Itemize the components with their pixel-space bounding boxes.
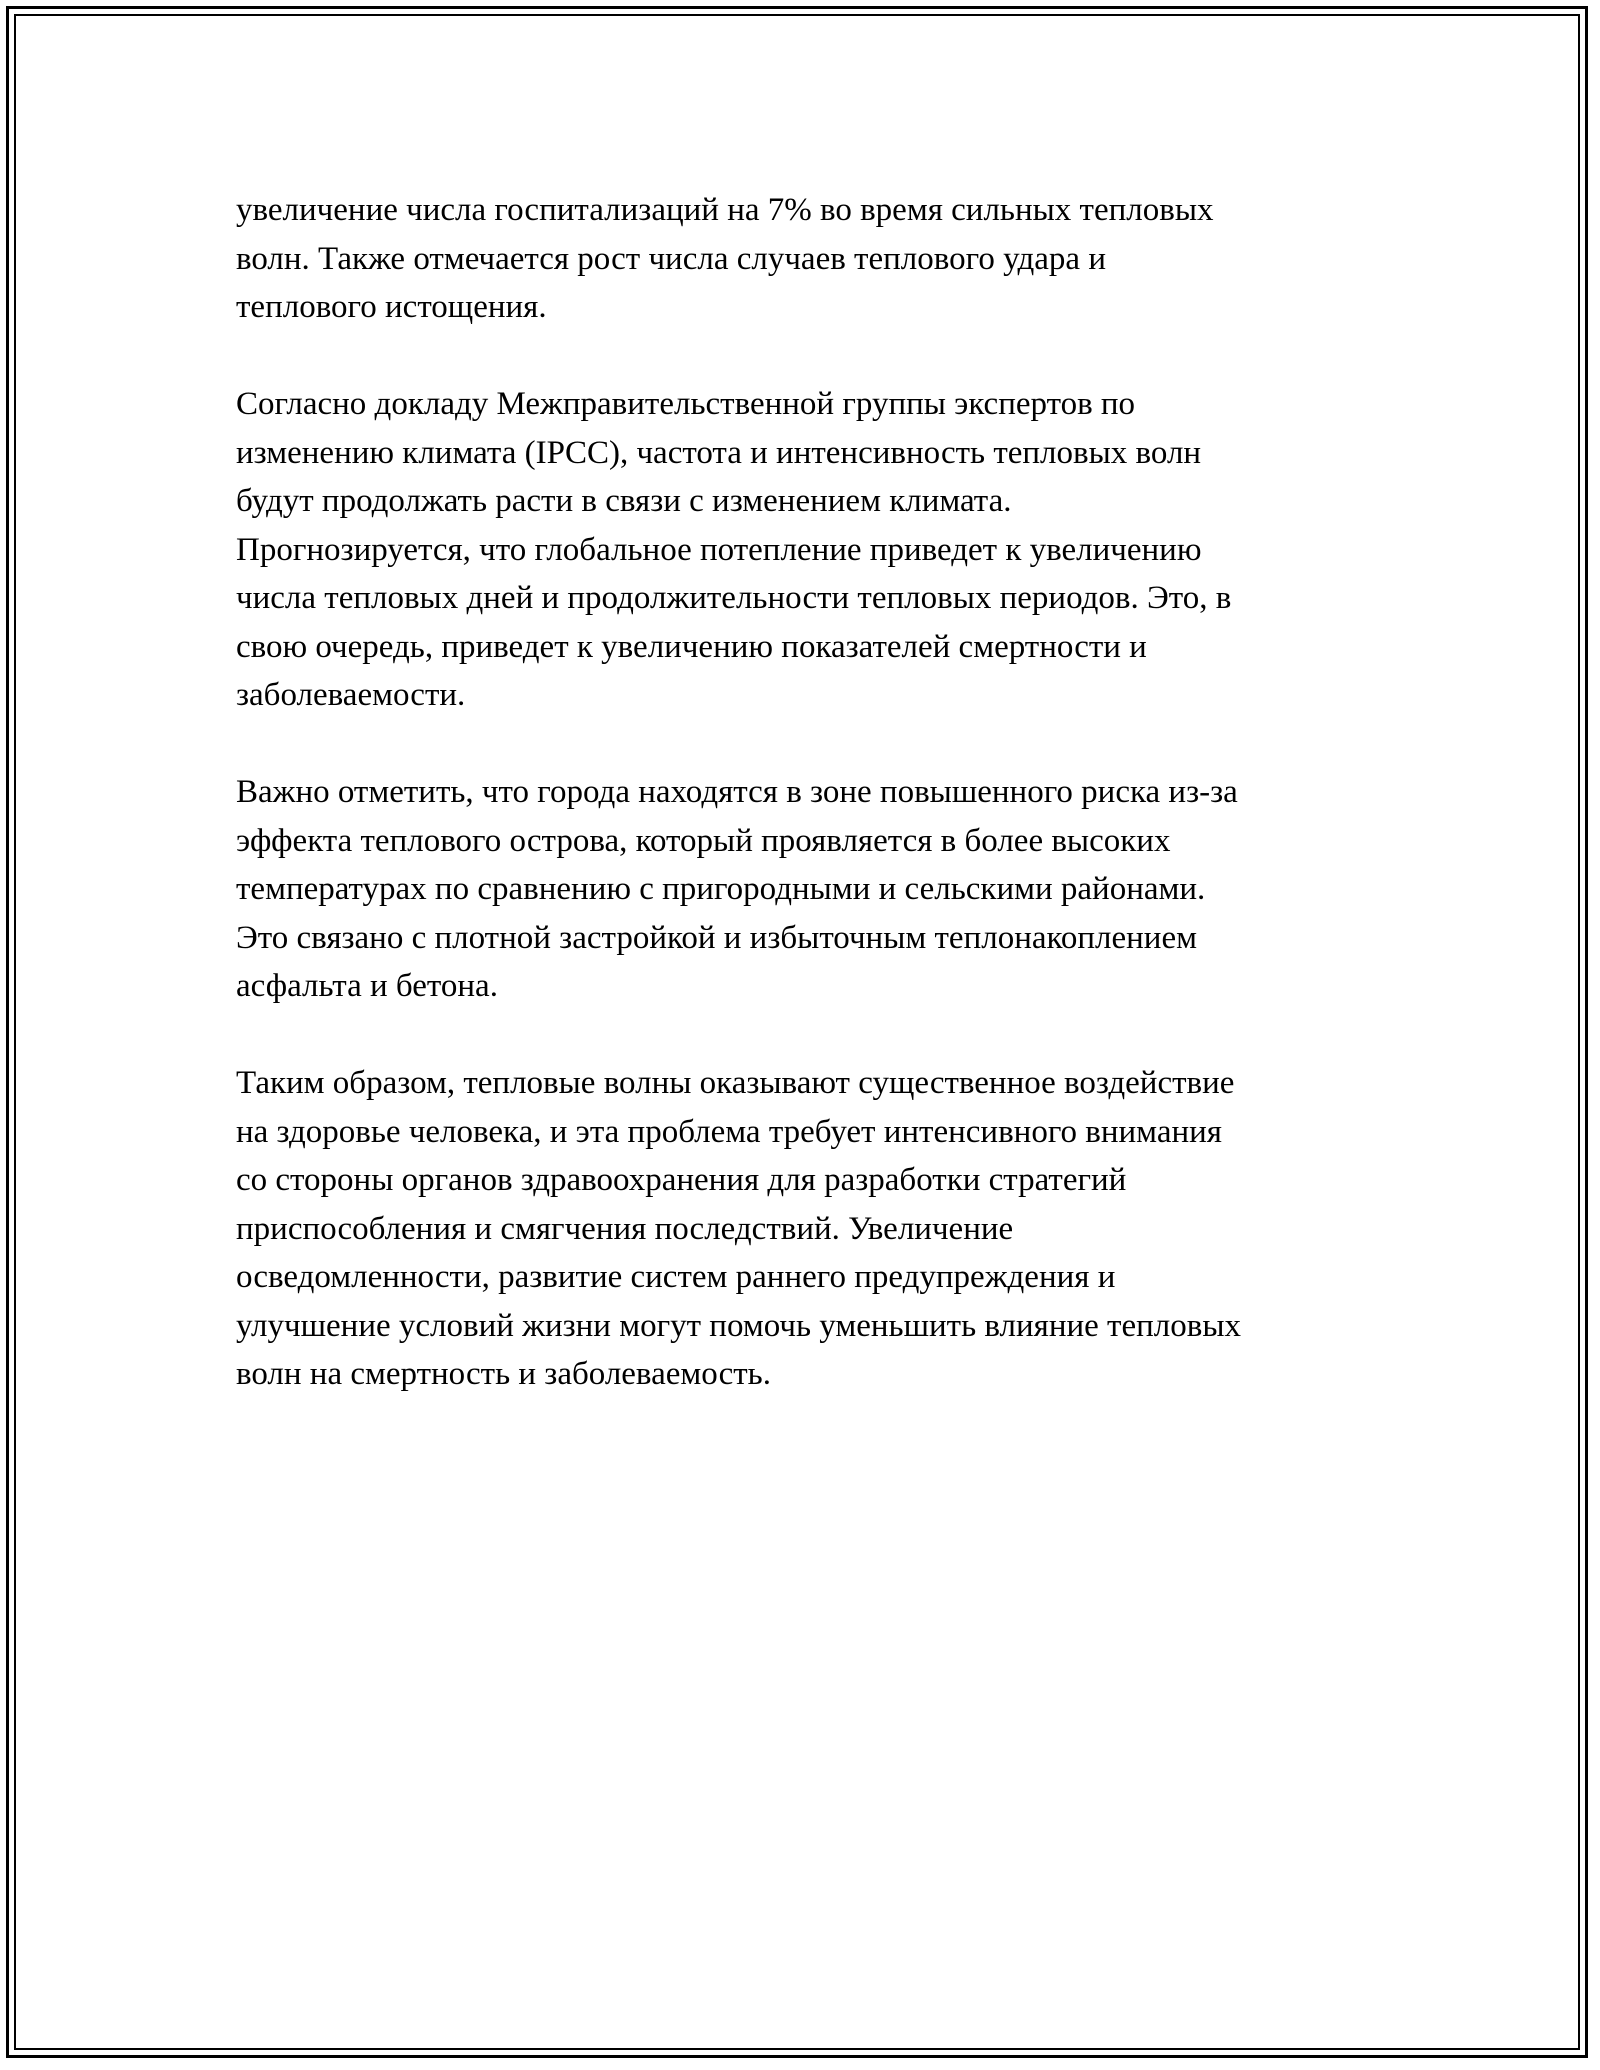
text-line: изменению климата (IPCC), частота и интенсивность тепловых волн [236, 434, 1202, 471]
text-line: асфальта и бетона. [236, 968, 498, 1004]
text-line: со стороны органов здравоохранения для разработки стратегий [236, 1162, 1127, 1198]
paragraph-conclusion [236, 1059, 1366, 1399]
text-line: Важно отметить, что города находятся в зоне повышенного риска из-за [236, 774, 1238, 810]
text-line: Прогнозируется, что глобальное потепление приведет к увеличению [236, 531, 1202, 568]
text-line: числа тепловых дней и продолжительности тепловых периодов. Это, в [236, 580, 1232, 616]
text-line: волн на смертность и заболеваемость. [236, 1356, 771, 1392]
text-line: теплового истощения. [236, 289, 547, 325]
document-body [236, 186, 1366, 1447]
text-line: будут продолжать расти в связи с изменением климата. [236, 483, 1012, 519]
text-line: увеличение числа госпитализаций на 7% во время сильных тепловых [236, 192, 1214, 228]
text-line: осведомленности, развитие систем раннего предупреждения и [236, 1259, 1116, 1295]
text-line: заболеваемости. [236, 677, 466, 713]
text-line: на здоровье человека, и эта проблема требует интенсивного внимания [236, 1113, 1222, 1150]
text-line: приспособления и смягчения последствий. Увеличение [236, 1210, 1014, 1247]
text-line: Таким образом, тепловые волны оказывают существенное воздействие [236, 1065, 1235, 1101]
paragraph-hospitalizations [236, 186, 1366, 332]
text-line: улучшение условий жизни могут помочь уменьшить влияние тепловых [236, 1307, 1241, 1344]
text-line: волн. Также отмечается рост числа случаев теплового удара и [236, 240, 1106, 277]
text-line: Это связано с плотной застройкой и избыточным теплонакоплением [236, 919, 1197, 956]
text-line: эффекта теплового острова, который проявляется в более высоких [236, 822, 1171, 859]
text-line: свою очередь, приведет к увеличению показателей смертности и [236, 628, 1147, 665]
text-line: Согласно докладу Межправительственной группы экспертов по [236, 386, 1136, 422]
paragraph-urban-heat-island [236, 768, 1366, 1011]
paragraph-ipcc-report [236, 380, 1366, 720]
text-line: температурах по сравнению с пригородными и сельскими районами. [236, 871, 1206, 907]
